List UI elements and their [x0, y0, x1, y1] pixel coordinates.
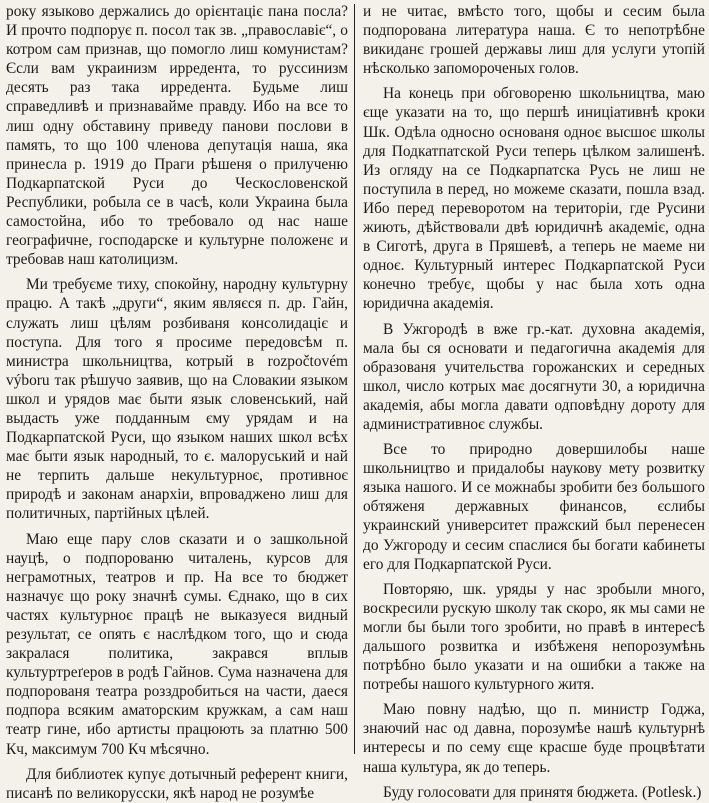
paragraph: Ми требуєме тиху, спокойну, народну культурну працю. А такѣ „други“, яким являєся п. др. Гайн, служать лиш цѣлям розбиваня консолидаціє и поступа. Для того я просиме передовсѣм п. министра школьництва, котрый в rozpočtovém výboru так рѣшучо заявив, що на Словакии языком школ и урядов має быти язык словенський, най выдасть уже подданным єму урядам и на Подкарпатской Руси, що языком наших школ всѣх має быти язык народный, то є. малоруський и най не терпить дальше некультурноє, противноє природѣ и законам анархіи, впроваджено лиш для политичных, партійных цѣлей. [6, 276, 348, 523]
right-column [355, 2, 705, 801]
paragraph: Маю повну надѣю, що п. министр Годжа, знаючий нас од давна, порозумѣе нашѣ культурнѣ интересы и по сему єще красше буде процвѣтати наша культура, як до теперь. [362, 701, 705, 776]
paragraph: и не читає, вмѣсто того, щобы и сесим была подпорована литература наша. Є то непотрѣбне викиданє грошей державы лиш для услуги утопій нѣсколько запомороченых голов. [362, 3, 705, 78]
paragraph: Буду голосовати для принятя бюджета. (Potlesk.) [382, 783, 702, 801]
paragraph: року языково держались до орієнтаціє пана посла? И прочто подпорує п. посол так зв. „православіє“, о котром сам признав, що помогло лиш комунистам? Єсли вам украинизм ирредента, то руссинизм десять раз така ирредента. Будьме лиш справедливѣ и признавайме правду. Ибо на все то лиш одну обставину приведу панови послови в память, то що 100 членова депутація наша, яка принесла р. 1919 до Праги рѣшеня о прилученю Подкарпатской Руси до Ческословенской Республики, робыла се в часѣ, коли Украина была самостойна, ибо то требовало од нас наше географичне, господарске и культурне положенє и требовав наш католицизм. [6, 3, 348, 269]
paragraph: В Ужгородѣ в вже гр.-кат. духовна академія, мала бы ся основати и педагогична академія для образованя учительства горожанских и середных школ, число котрых має досягнути 30, а юридична академія, абы могла давати одповѣдну дороту для административноє службы. [362, 320, 705, 433]
paragraph: Повторяю, шк. уряды у нас зробыли много, воскресили рускую школу так скоро, як мы сами не могли бы были того зробити, но правѣ в интересѣ дальшого розвитка и избѣженя непорозумѣнь потрѣбно было указати и на ошибки а также на потребы нашого культурного житя. [362, 580, 705, 694]
paragraph: Маю еще пару слов сказати и о зашкольной науцѣ, о подпорованю читалень, курсов для неграмотных, театров и пр. На все то бюджет назначує що року значнѣ сумы. Єднако, що в сих частях культурноє працѣ не выказуеся видный результат, се опять є наслѣдком того, що и сюда закралася политика, закрався вплыв культуртреґеров в родѣ Гайнов. Сума назначена для подпорованя театра розздробиться на части, даеся подпора всяким аматорским кружкам, а сам наш театр гине, ибо артисты працюють за платню 500 Кч, максимум 700 Кч мѣсячно. [6, 530, 348, 758]
paragraph: Для библиотек купує дотычный референт книги, писанѣ по великорусски, якѣ народ не розумѣе [6, 765, 348, 802]
paragraph: Все то природно довершилобы наше школьництво и придалобы наукову мету розвитку языка нашого. И се можнабы зробити без большого обтяженя державных финансов, єслибы украинский университет пражский был перенесен до Ужгороду и сесим спаслися бы богати кабинеты его для Подкарпатской Руси. [362, 441, 705, 573]
left-column [6, 2, 354, 802]
paragraph: На конець при обговореню школьництва, маю єще указати на то, що першѣ иницiативнѣ кроки Шк. Одѣла односно основаня одноє высшоє школы для Подкатпатской Руси теперь цѣлком залишенѣ. Из огляду на се Подкарпатска Русь не лиш не поступила в перед, но можеме сказати, пошла взад. Ибо перед переворотом на територіи, где Русини жиють, дѣйствовали двѣ юридичнѣ академіє, одна в Сиготѣ, друга в Пряшевѣ, а теперь не маеме ни одноє. Культурный интерес Подкарпатской Руси конечно требує, щобы у нас была хоть одна юридична академія. [362, 85, 705, 313]
